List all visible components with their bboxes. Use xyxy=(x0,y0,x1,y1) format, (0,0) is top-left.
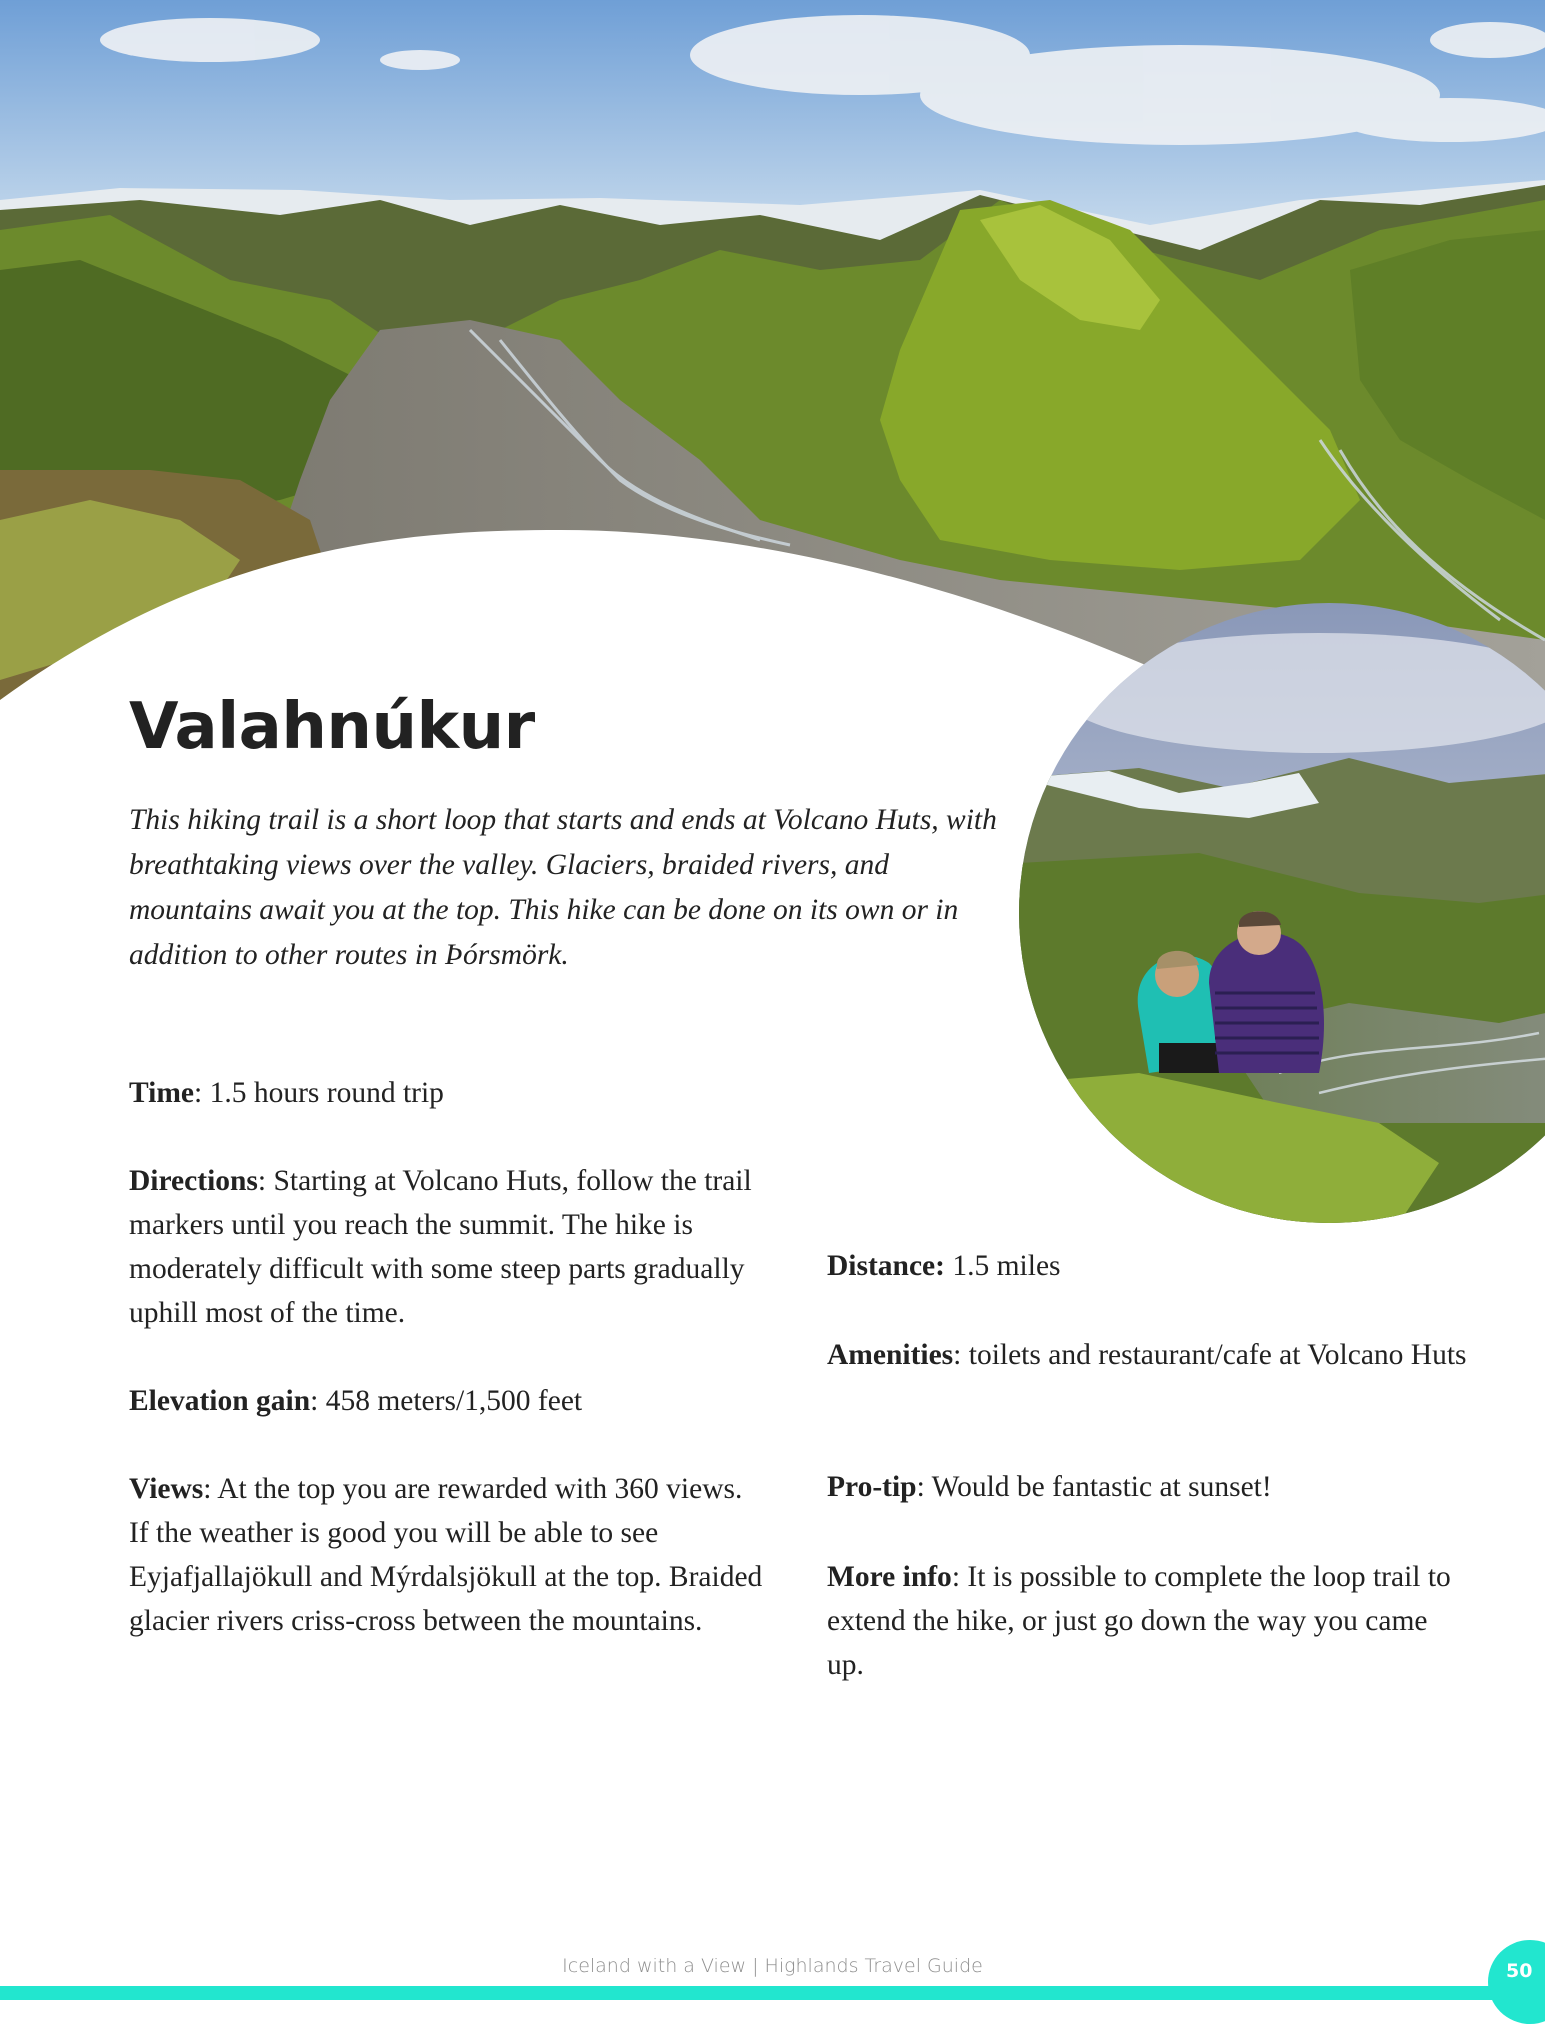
elevation-field xyxy=(129,1379,769,1423)
moreinfo-value: : It is possible to complete the loop trail to extend the hike, or just go down the way you came up. xyxy=(827,1561,1451,1681)
views-value: : At the top you are rewarded with 360 views. If the weather is good you will be able to see Eyjafjallajökull and Mýrdalsjökull at the top. Braided glacier rivers criss-cross between the mountains. xyxy=(129,1473,763,1637)
amenities-value: : toilets and restaurant/cafe at Volcano Huts xyxy=(953,1339,1467,1371)
time-field xyxy=(129,1071,769,1115)
footer-text: Iceland with a View | Highlands Travel Guide xyxy=(562,1955,983,1977)
protip-label: Pro-tip xyxy=(827,1471,917,1503)
intro-paragraph: This hiking trail is a short loop that starts and ends at Volcano Huts, with breathtaking views over the valley. Glaciers, braided rivers, and mountains await you at the top. This hike can be done on its own or in addition to other routes in Þórsmörk. xyxy=(129,804,997,971)
amenities-field xyxy=(827,1333,1467,1377)
elevation-value: : 458 meters/1,500 feet xyxy=(310,1385,583,1417)
time-label: Time xyxy=(129,1077,195,1109)
bottom-accent-bar xyxy=(0,1986,1545,2000)
page-title: Valahnúkur xyxy=(129,690,535,764)
moreinfo-label: More info xyxy=(827,1561,952,1593)
elevation-label: Elevation gain xyxy=(129,1385,311,1417)
amenities-label: Amenities xyxy=(827,1339,954,1371)
distance-value: 1.5 miles xyxy=(944,1250,1061,1282)
distance-field xyxy=(827,1244,1467,1288)
distance-label: Distance: xyxy=(827,1250,945,1282)
views-label: Views xyxy=(129,1473,204,1505)
directions-value: : Starting at Volcano Huts, follow the trail markers until you reach the summit. The hike is moderately difficult with some steep parts gradually uphill most of the time. xyxy=(129,1165,752,1329)
protip-value: : Would be fantastic at sunset! xyxy=(916,1471,1272,1503)
directions-label: Directions xyxy=(129,1165,258,1197)
protip-field xyxy=(827,1465,1467,1509)
time-value: : 1.5 hours round trip xyxy=(194,1077,444,1109)
views-field xyxy=(129,1467,769,1643)
directions-field xyxy=(129,1159,769,1335)
moreinfo-field xyxy=(827,1555,1467,1687)
page-number-badge: 50 xyxy=(1488,1940,1545,2024)
